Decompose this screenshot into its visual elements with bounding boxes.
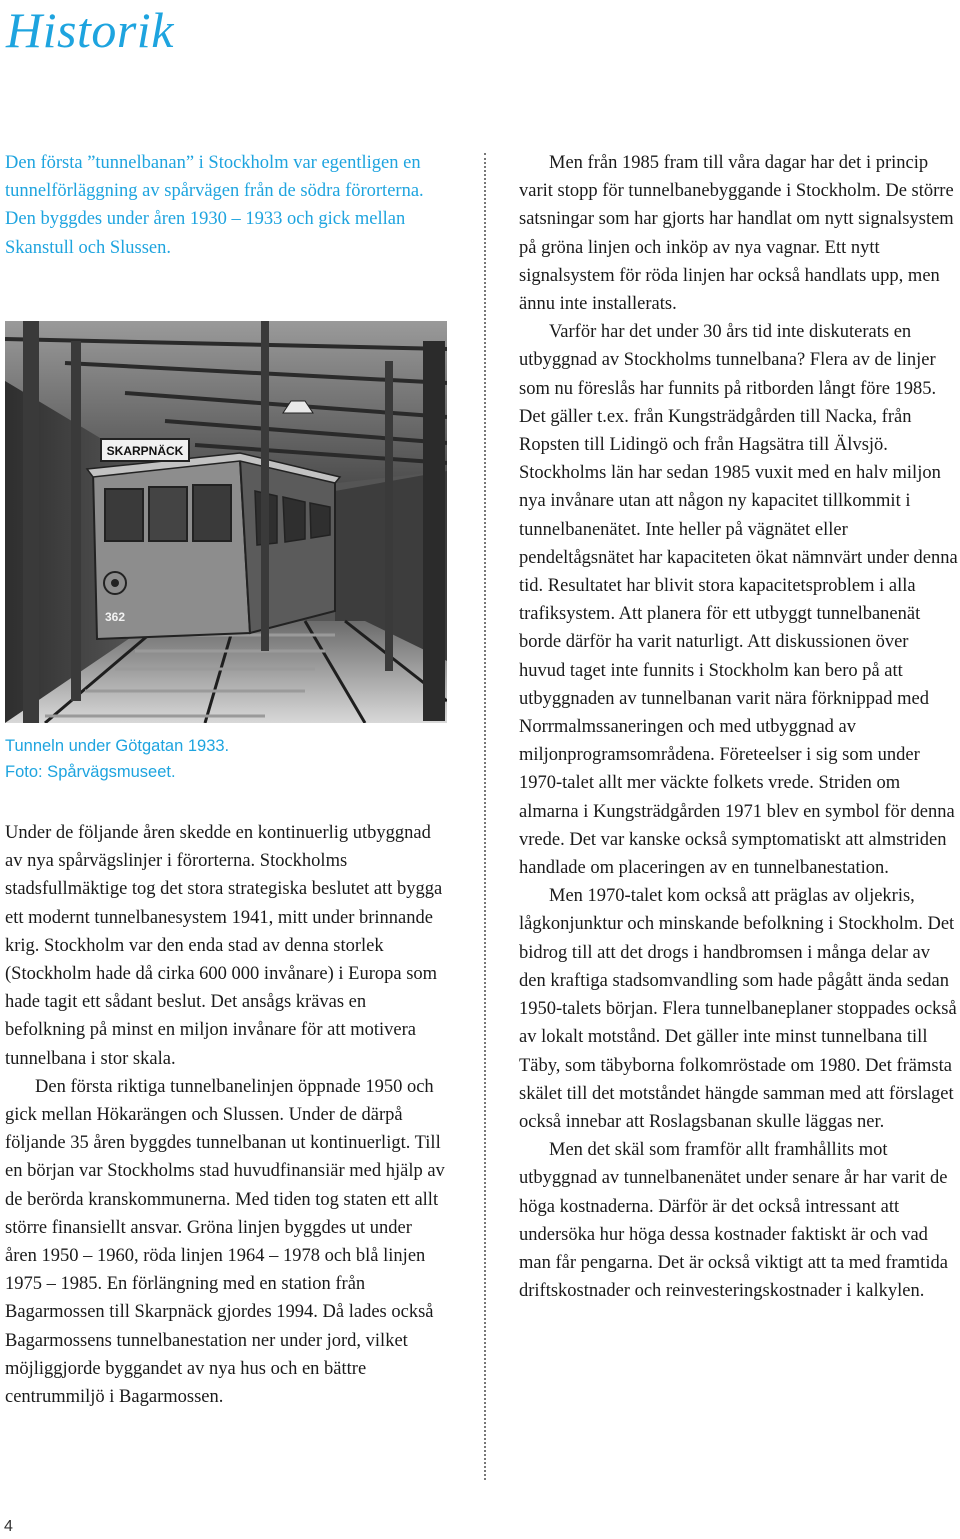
column-divider xyxy=(484,153,486,1480)
right-paragraph-3: Men 1970-talet kom också att präglas av oljekris, lågkonjunktur och minskande befolkning i Stockholm. Det bidrog till att det drogs i handbromsen i många delar av den kraftiga stadsomvandling som hade pågått ända sedan 1950-talets början. Flera tunnelbaneplaner stoppades också av lokalt motstånd. Det gäller inte minst tunnelbana till Täby, som täbyborna folkomröstade om 1980. Det främsta skälet till det motståndet hängde samman med att förslaget också innebar att Roslagsbanan skulle läggas ner. xyxy=(519,886,957,1132)
history-paragraph-2: Den första riktiga tunnelbanelinjen öppnade 1950 och gick mellan Hökarängen och Slussen. Under de därpå följande 35 åren byggdes tunnelbanan ut kontinuerligt. Till en början var Stockholms stad huvudfinansiär med hjälp av de berörda kranskommunerna. Med tiden tog staten ett allt större finansiellt ansvar. Gröna linjen byggdes ut under åren 1950 – 1960, röda linjen 1964 – 1978 och blå linjen 1975 – 1985. En förlängning med en station från Bagarmossen till Skarpnäck gjordes 1994. Då lades också Bagarmossens tunnelbanestation ner under jord, vilket möjliggjorde byggandet av nya hus och en bättre centrummiljö i Bagarmossen. xyxy=(5,1076,445,1408)
left-column xyxy=(5,149,447,262)
caption-credit: Foto: Spårvägsmuseet. xyxy=(5,763,176,781)
destination-sign: SKARPNÄCK xyxy=(106,444,184,458)
page-title: Historik xyxy=(6,2,174,58)
right-paragraph-1: Men från 1985 fram till våra dagar har det i princip varit stopp för tunnelbanebyggande i Stockholm. De större satsningar som har gjorts har handlat om nytt signalsystem på gröna linjen och inköp av nya vagnar. Ett nytt signalsystem för röda linjen har också handlats upp, men ännu inte installerats. xyxy=(519,153,954,315)
left-column-body xyxy=(5,819,447,1411)
historic-tram-photo xyxy=(5,321,447,723)
page-number: 4 xyxy=(4,1518,13,1535)
tram-number: 362 xyxy=(105,610,126,624)
tram-tunnel-illustration xyxy=(5,321,447,723)
photo-caption xyxy=(5,733,445,785)
right-column xyxy=(519,149,959,1305)
right-paragraph-2: Varför har det under 30 års tid inte diskuterats en utbyggnad av Stockholms tunnelbana? Flera av de linjer som nu föreslås har funnits på ritborden långt före 1985. Det gäller t.ex. från Kungsträdgården till Nacka, från Ropsten till Lidingö och från Hagsätra till Älvsjö. Stockholms län har sedan 1985 vuxit med en halv miljon nya invånare utan att någon ny kapacitet tillkommit i tunnelbanenätet. Inte heller på vägnätet eller pendeltågsnätet har kapaciteten ökat nämnvärt under denna tid. Resultatet har blivit stora kapacitetsproblem i alla trafiksystem. Att planera för ett utbyggt tunnelbanenät borde därför ha varit naturligt. Att diskussionen över huvud taget inte funnits i Stockholm kan bero på att utbyggnaden av tunnelbanan varit nära förknippad med Norrmalmssaneringen och med utbyggnad av miljonprogramsområdena. Företeelser i sig som under 1970-talet allt mer väckte folkets vrede. Striden om almarna i Kungsträdgården 1971 blev en symbol för denna vrede. Det var kanske också symptomatiskt att almstriden handlade om placeringen av en tunnelbanestation. xyxy=(519,322,958,879)
right-paragraph-4: Men det skäl som framför allt framhållits mot utbyggnad av tunnelbanenätet under senare år har varit de höga kostnaderna. Därför är det också intressant att undersöka hur höga dessa kostnader faktiskt är och vad man får pengarna. Det är också viktigt att ta med framtida driftskostnader och reinvesteringskostnader i kalkylen. xyxy=(519,1140,948,1302)
caption-title: Tunneln under Götgatan 1933. xyxy=(5,737,230,755)
intro-paragraph: Den första ”tunnelbanan” i Stockholm var egentligen en tunnelförläggning av spårvägen från de södra förorterna. Den byggdes under åren 1930 – 1933 och gick mellan Skanstull och Slussen. xyxy=(5,153,424,258)
history-paragraph-1: Under de följande åren skedde en kontinuerlig utbyggnad av nya spårvägslinjer i förorterna. Stockholms stadsfullmäktige tog det stora strategiska beslutet att bygga ett modernt tunnelbanesystem 1941, mitt under brinnande krig. Stockholm var den enda stad av denna storlek (Stockholm hade då cirka 600 000 invånare) i Europa som hade tagit ett sådant beslut. Det ansågs krävas en befolkning på minst en miljon invånare för att motivera tunnelbana i stor skala. xyxy=(5,823,443,1069)
